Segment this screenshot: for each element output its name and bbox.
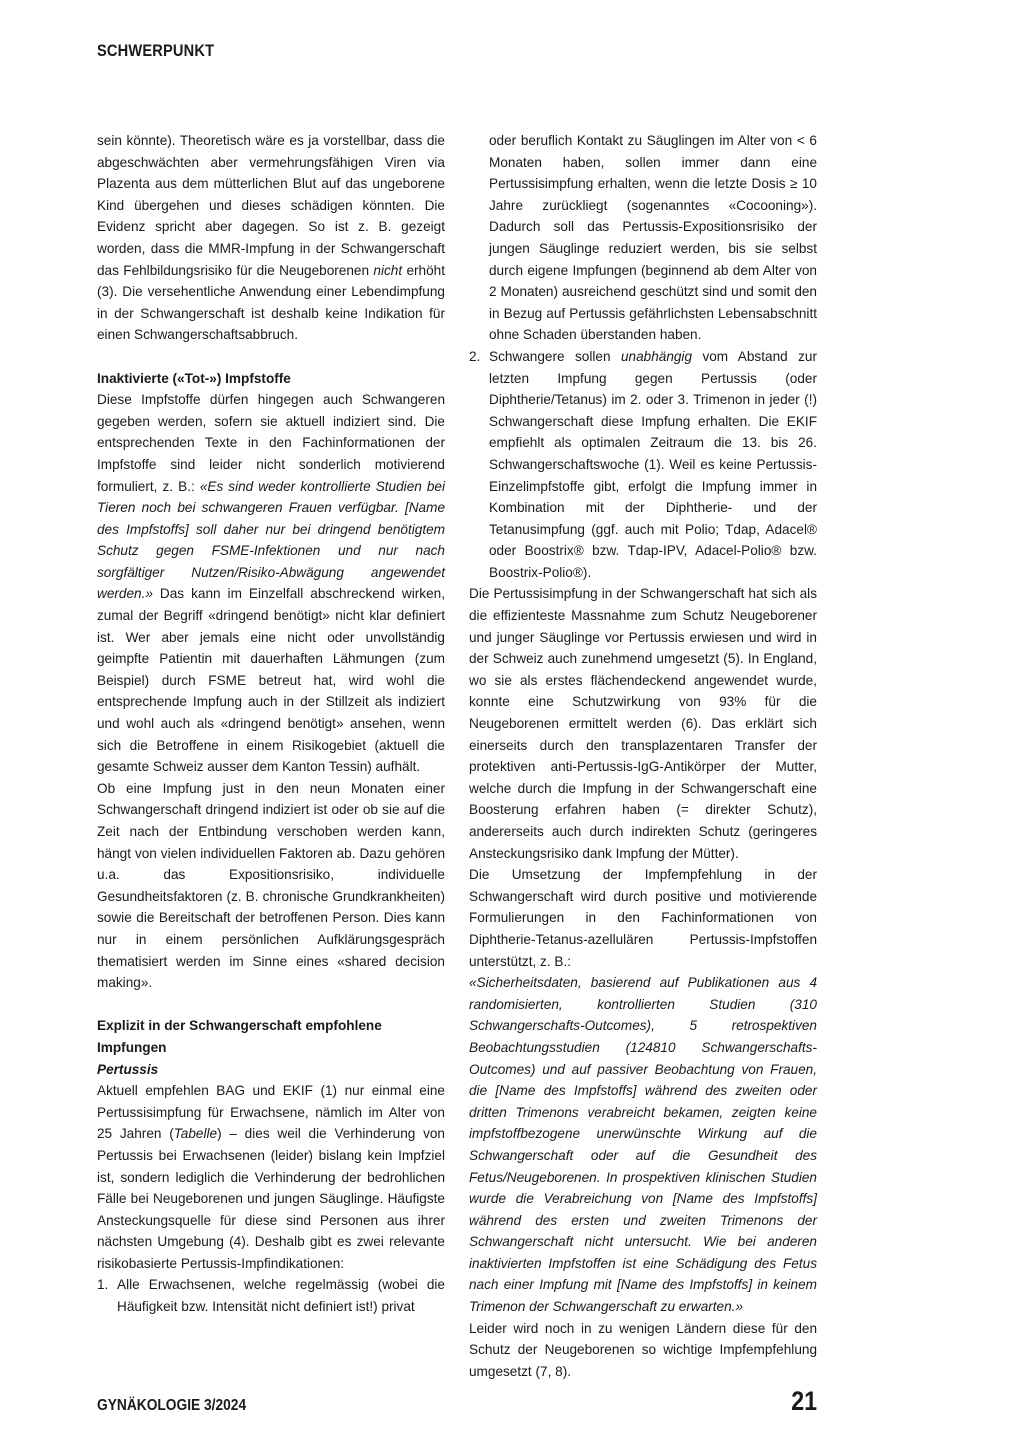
- list-item-1: 1. Alle Erwachsenen, welche regelmässig (wobei die Häufigkeit bzw. Intensität nicht definiert ist!) privat: [97, 1274, 445, 1317]
- subheading-pertussis: Pertussis: [97, 1061, 159, 1077]
- quote-fachinformation: «Es sind weder kontrollierte Studien bei Tieren noch bei schwangeren Frauen verfügbar. [Name des Impfstoffs] soll daher nur bei dringend benötigtem Schutz gegen FSME-Infektionen und nur nach sorgfältiger Nutzen/Risiko-Abwägung angewendet werden.»: [97, 478, 446, 602]
- heading-inaktivierte-impfstoffe: Inaktivierte («Tot-») Impfstoffe: [97, 370, 291, 386]
- paragraph-umsetzung: Die Umsetzung der Impfempfehlung in der Schwangerschaft wird durch positive und motivierende Formulierungen in den Fachinformationen von Diphtherie-Tetanus-azellulären Pertussis-Impfstoffen unterstützt, z. B.:: [469, 867, 817, 969]
- paragraph-leider: Leider wird noch in zu wenigen Ländern diese für den Schutz der Neugeborenen so wichtige Impfempfehlung umgesetzt (7, 8).: [469, 1320, 817, 1379]
- list-item-2: 2. Schwangere sollen unabhängig vom Abstand zur letzten Impfung gegen Pertussis (oder Diphtherie/Tetanus) im 2. oder 3. Trimenon in jeder (!) Schwangerschaft diese Impfung erhalten. Die EKIF empfiehlt als optimalen Zeitraum die 13. bis 26. Schwangerschaftswoche (1). Weil es keine Pertussis-Einzelimpfstoffe gibt, erfolgt die Impfung immer in Kombination mit der Diphtherie- und der Tetanusimpfung (ggf. auch mit Polio; Tdap, Adacel® oder Boostrix® bzw. Tdap-IPV, Adacel-Polio® bzw. Boostrix-Polio®).: [469, 346, 817, 584]
- paragraph-pertussis: Aktuell empfehlen BAG und EKIF (1) nur einmal eine Pertussisimpfung für Erwachsene, nämlich im Alter von 25 Jahren (Tabelle) – dies weil die Verhinderung von Pertussis bei Erwachsenen (leider) bislang kein Impfziel ist, sondern lediglich die Verhinderung der bedrohlichen Fälle bei Neugeborenen und jungen Säuglinge. Häufigste Ansteckungsquelle für diese sind Personen aus ihrer nächsten Umgebung (4). Deshalb gibt es zwei relevante risikobasierte Pertussis-Impfindikationen:: [97, 1083, 445, 1271]
- footer-journal: GYNÄKOLOGIE 3/2024: [97, 1397, 247, 1414]
- list-number-2: 2.: [469, 348, 481, 364]
- section-label: SCHWERPUNKT: [97, 41, 215, 60]
- page-number: 21: [791, 1386, 817, 1416]
- paragraph-dringend-indiziert: Ob eine Impfung just in den neun Monaten einer Schwangerschaft dringend indiziert ist oder ob sie auf die Zeit nach der Entbindung verschoben werden kann, hängt von vielen individuellen Faktoren ab. Dazu gehören u.a. das Expositionsrisiko, individuelle Gesundheitsfaktoren (z. B. chronische Grundkrankheiten) sowie die Bereitschaft der betroffenen Person. Dies kann nur in einem persönlichen Aufklärungsgespräch thematisiert werden im Sinne eines «shared decision making».: [97, 780, 445, 991]
- paragraph-intro: sein könnte). Theoretisch wäre es ja vorstellbar, dass die abgeschwächten aber vermehrungsfähigen Viren via Plazenta aus dem mütterlichen Blut auf das ungeborene Kind übergehen und dieses schädigen könnten. Die Evidenz spricht aber dagegen. So ist z. B. gezeigt worden, dass die MMR-Impfung in der Schwangerschaft das Fehlbildungsrisiko für die Neugeborenen nicht erhöht (3). Die versehentliche Anwendung einer Lebendimpfung in der Schwangerschaft ist deshalb keine Indikation für einen Schwangerschaftsabbruch.: [97, 133, 445, 343]
- paragraph-pertussis-schwangerschaft: Die Pertussisimpfung in der Schwangerschaft hat sich als die effizienteste Massnahme zum Schutz Neugeborener und junger Säuglinge vor Pertussis erwiesen und wird in der Schweiz auch zunehmend umgesetzt (5). In England, wo sie als erstes flächendeckend angewendet wurde, konnte eine Schutzwirkung von 93% für die Neugeborenen ermittelt werden (6). Das erklärt sich einerseits durch den transplazentaren Transfer der protektiven anti-Pertussis-IgG-Antikörper der Mutter, welche durch die Impfung in der Schwangerschaft eine Boosterung erfahren haben (= direkter Schutz), andererseits auch durch indirekten Schutz (geringeres Ansteckungsrisiko dank Impfung der Mütter).: [469, 586, 817, 861]
- heading-explizit-empfohlen: Explizit in der Schwangerschaft empfohlene Impfungen: [97, 1018, 382, 1055]
- list-item-1-continued: oder beruflich Kontakt zu Säuglingen im Alter von < 6 Monaten haben, sollen immer dann eine Pertussisimpfung erhalten, wenn die letzte Dosis ≥ 10 Jahre zurückliegt (sogenanntes «Cocooning»). Dadurch soll das Pertussis-Expositionsrisiko der jungen Säuglinge reduziert werden, bis sie selbst durch eigene Impfungen (beginnend ab dem Alter von 2 Monaten) ausreichend geschützt sind und somit den in Bezug auf Pertussis gefährlichsten Lebensabschnitt ohne Schaden überstanden haben.: [489, 133, 817, 343]
- list-number-1: 1.: [97, 1277, 109, 1293]
- quote-sicherheitsdaten: «Sicherheitsdaten, basierend auf Publikationen aus 4 randomisierten, kontrollierten Studien (310 Schwangerschafts-Outcomes), 5 retrospektiven Beobachtungsstudien (124810 Schwangerschafts-Outcomes) und auf passiver Beobachtung von Frauen, die [Name des Impfstoffs] während des zweiten oder dritten Trimenons verabreicht bekamen, zeigten keine impfstoffbezogene unerwünschte Wirkung auf die Schwangerschaft oder auf die Gesundheit des Fetus/Neugeborenen. In prospektiven klinischen Studien wurde die Verabreichung von [Name des Impfstoffs] während des ersten und zweiten Trimenons der Schwangerschaft nicht untersucht. Wie bei anderen inaktivierten Impfstoffen ist eine Schädigung des Fetus nach einer Impfung mit [Name des Impfstoffs] in keinem Trimenon der Schwangerschaft zu erwarten.»: [469, 975, 817, 1315]
- paragraph-inaktivierte: Diese Impfstoffe dürfen hingegen auch Schwangeren gegeben werden, sofern sie aktuell indiziert sind. Die entsprechenden Texte in den Fachinformationen der Impfstoffe sind leider nicht sonderlich motivierend formuliert, z. B.: «Es sind weder kontrollierte Studien bei Tieren noch bei schwangeren Frauen verfügbar. [Name des Impfstoffs] soll daher nur bei dringend benötigtem Schutz gegen FSME-Infektionen und nur nach sorgfältiger Nutzen/Risiko-Abwägung angewendet werden.» Das kann im Einzelfall abschreckend wirken, zumal der Begriff «dringend benötigt» nicht klar definiert ist. Wer aber jemals eine nicht oder unvollständig geimpfte Patientin mit dauerhaften Lähmungen (zum Beispiel) durch FSME betreut hat, wird wohl die entsprechende Impfung auch in der Stillzeit als indiziert und wohl auch als «dringend benötigt» ansehen, wenn sich die Betroffene in einem Risikogebiet (aktuell die gesamte Schweiz ausser dem Kanton Tessin) aufhält.: [97, 392, 446, 775]
- left-column: [97, 130, 445, 1318]
- right-column: [469, 130, 817, 1382]
